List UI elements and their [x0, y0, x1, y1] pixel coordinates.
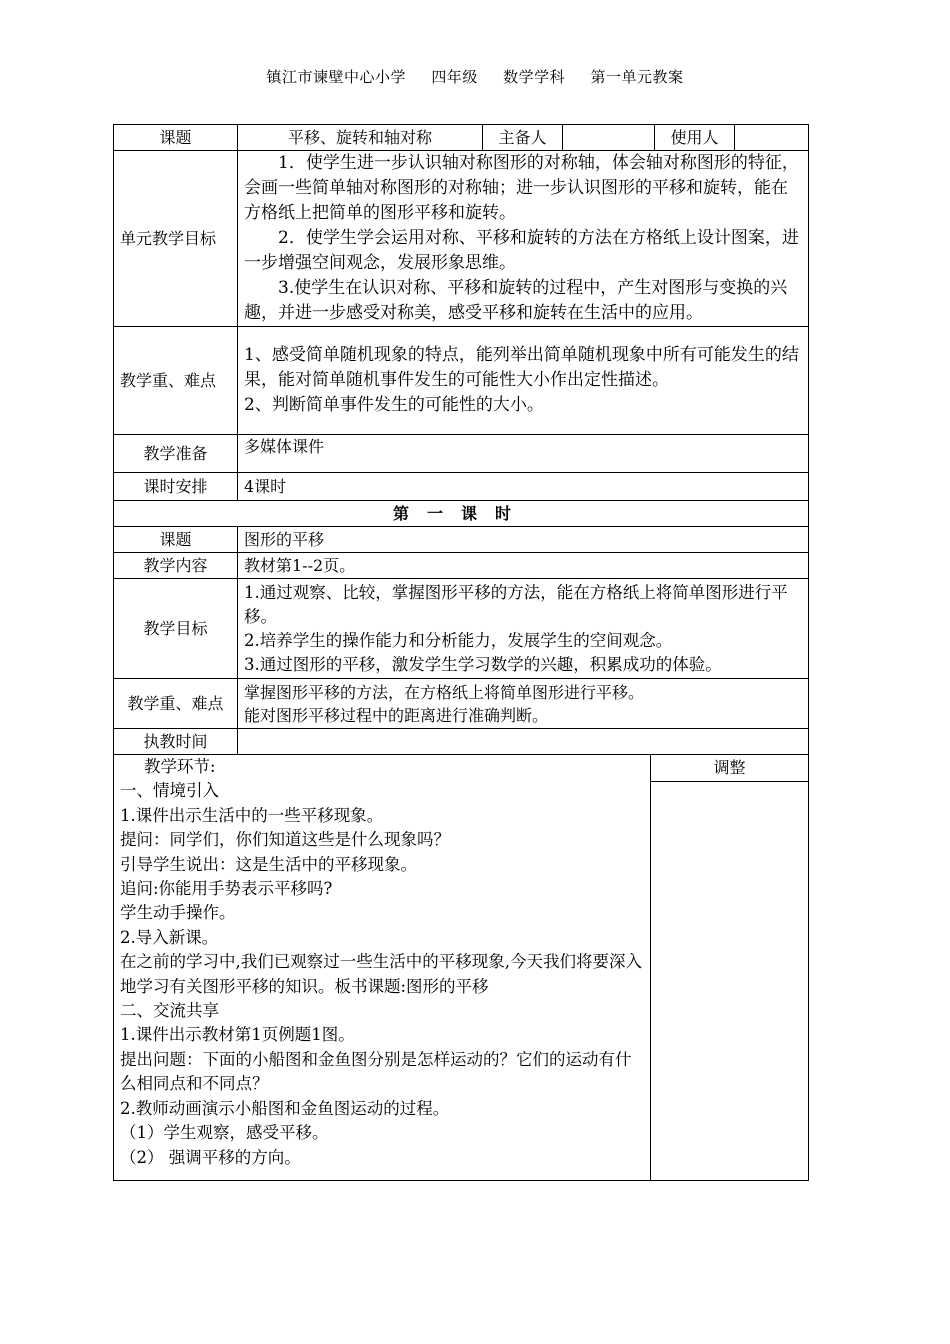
process-label: 教学环节: — [144, 757, 216, 776]
hours-value: 4课时 — [238, 473, 809, 501]
unit-goal-3: 3.使学生在认识对称、平移和旋转的过程中，产生对图形与变换的兴趣，并进一步感受对称美，感受平移和旋转在生活中的应用。 — [244, 278, 788, 323]
process-line-13: （1）学生观察，感受平移。 — [120, 1123, 329, 1143]
unit-goal-1: 1．使学生进一步认识轴对称图形的对称轴，体会轴对称图形的特征，会画一些简单轴对称图形的对称轴；进一步认识图形的平移和旋转，能在方格纸上把简单的图形平移和旋转。 — [244, 153, 799, 223]
lesson-key-1: 掌握图形平移的方法，在方格纸上将简单图形进行平移。 — [244, 682, 645, 702]
process-cell — [114, 755, 651, 1181]
lesson-content-label: 教学内容 — [114, 553, 238, 579]
unit-key — [238, 327, 809, 435]
unit-key-1: 1、感受简单随机现象的特点，能列举出简单随机现象中所有可能发生的结果，能对简单随机事件发生的可能性大小作出定性描述。 — [244, 345, 799, 390]
lesson-title — [114, 501, 809, 527]
time-value — [238, 729, 809, 755]
prep-label: 教学准备 — [114, 435, 238, 473]
unit-table — [113, 124, 809, 501]
page-header — [0, 66, 950, 87]
process-line-6: 学生动手操作。 — [120, 903, 236, 923]
subject: 数学学科 — [503, 68, 566, 86]
adjust-label: 调整 — [651, 755, 808, 782]
process-line-10: 1.课件出示教材第1页例题1图。 — [120, 1025, 355, 1045]
process-line-1: 一、情境引入 — [120, 781, 219, 801]
preparer-value — [563, 125, 655, 151]
user-value — [735, 125, 809, 151]
process-line-5: 追问:你能用手势表示平移吗? — [120, 879, 333, 899]
lesson-key-2: 能对图形平移过程中的距离进行准确判断。 — [244, 705, 549, 725]
process-line-8: 在之前的学习中,我们已观察过一些生活中的平移现象,今天我们将要深入地学习有关图形平移的知识。板书课题:图形的平移 — [120, 952, 642, 996]
lesson-content: 教材第1--2页。 — [238, 553, 809, 579]
process-line-3: 提问：同学们，你们知道这些是什么现象吗？ — [120, 830, 450, 850]
unit-key-label: 教学重、难点 — [114, 327, 238, 435]
lesson-goals — [238, 579, 809, 679]
lesson-key-label: 教学重、难点 — [114, 679, 238, 729]
lesson-goal-3: 3.通过图形的平移，激发学生学习数学的兴趣，积累成功的体验。 — [244, 654, 722, 674]
preparer-label: 主备人 — [483, 125, 563, 151]
time-label: 执教时间 — [114, 729, 238, 755]
process-line-9: 二、交流共享 — [120, 1001, 219, 1021]
lesson-topic: 图形的平移 — [238, 527, 809, 553]
unit-goal-2: 2．使学生学会运用对称、平移和旋转的方法在方格纸上设计图案，进一步增强空间观念，发展形象思维。 — [244, 228, 799, 273]
prep-value: 多媒体课件 — [238, 435, 809, 473]
unit-topic-label: 课题 — [114, 125, 238, 151]
process-line-2: 1.课件出示生活中的一些平移现象。 — [120, 805, 384, 825]
process-line-7: 2.导入新课。 — [120, 927, 219, 947]
lesson-goal-1: 1.通过观察、比较，掌握图形平移的方法，能在方格纸上将简单图形进行平移。 — [244, 582, 788, 626]
unit-key-2: 2、判断简单事件发生的可能性的大小。 — [244, 395, 544, 415]
unit-topic: 平移、旋转和轴对称 — [238, 125, 483, 151]
unit-title: 第一单元教案 — [590, 68, 684, 86]
hours-label: 课时安排 — [114, 473, 238, 501]
lesson-key — [238, 679, 809, 729]
process-line-12: 2.教师动画演示小船图和金鱼图运动的过程。 — [120, 1098, 450, 1118]
process-line-14: （2） 强调平移的方向。 — [120, 1147, 301, 1167]
lesson-goals-label: 教学目标 — [114, 579, 238, 679]
lesson-topic-label: 课题 — [114, 527, 238, 553]
process-line-11: 提出问题：下面的小船图和金鱼图分别是怎样运动的？它们的运动有什么相同点和不同点？ — [120, 1049, 632, 1094]
lesson-table — [113, 500, 809, 1181]
unit-goals-label: 单元教学目标 — [114, 151, 238, 327]
lesson-goal-2: 2.培养学生的操作能力和分析能力，发展学生的空间观念。 — [244, 630, 673, 650]
user-label: 使用人 — [655, 125, 735, 151]
process-line-4: 引导学生说出：这是生活中的平移现象。 — [120, 854, 417, 874]
school-name: 镇江市谏壁中心小学 — [266, 68, 407, 86]
lesson-title-text: 第一课时 — [392, 503, 529, 523]
adjust-cell — [651, 755, 809, 1181]
grade: 四年级 — [431, 68, 478, 86]
unit-goals — [238, 151, 809, 327]
